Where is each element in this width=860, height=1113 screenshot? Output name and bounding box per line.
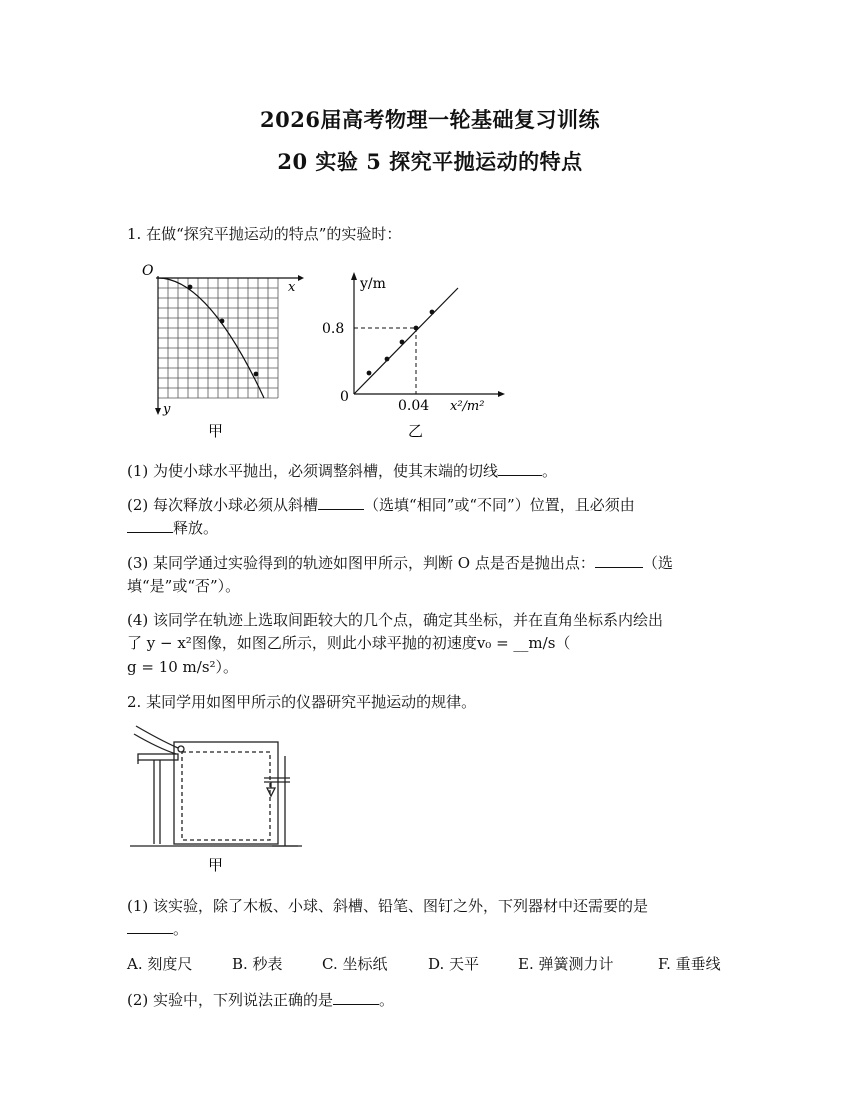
q1-part2-text-c: 释放。 xyxy=(173,519,219,537)
q2-part2-end: 。 xyxy=(379,991,395,1009)
y-axis-arrow xyxy=(351,272,357,280)
answer-blank[interactable] xyxy=(318,493,364,510)
y-axis-label: y xyxy=(163,402,171,417)
figure-caption: 甲 xyxy=(208,422,224,440)
x-tick-label: 0.04 xyxy=(398,398,430,414)
answer-blank[interactable] xyxy=(127,516,173,533)
data-point xyxy=(414,326,419,331)
option-b[interactable]: B. 秒表 xyxy=(232,955,283,973)
q2-part1-line2 xyxy=(127,917,737,941)
q2-part1-line1: (1) 该实验，除了木板、小球、斜槽、铅笔、图钉之外，下列器材中还需要的是 xyxy=(127,897,649,915)
origin-label: 0 xyxy=(340,389,349,405)
q1-part3-text-a: (3) 某同学通过实验得到的轨迹如图甲所示，判断 O 点是否是抛出点： xyxy=(127,554,595,572)
trajectory-point xyxy=(188,285,193,290)
q1-part4-line3: g = 10 m/s²）。 xyxy=(127,658,239,676)
data-point xyxy=(385,357,390,362)
data-point xyxy=(400,340,405,345)
q2-part2 xyxy=(127,988,737,1012)
trajectory-point xyxy=(220,319,225,324)
table-top xyxy=(138,754,178,760)
option-e[interactable]: E. 弹簧测力计 xyxy=(518,955,614,973)
y-axis-arrow xyxy=(155,408,161,415)
x-axis-label: x²/m² xyxy=(450,399,485,414)
origin-label: O xyxy=(142,263,154,279)
answer-blank[interactable] xyxy=(595,551,643,568)
y-axis-label: y/m xyxy=(360,276,386,292)
q1-part1-text: (1) 为使小球水平抛出，必须调整斜槽，使其末端的切线 xyxy=(127,462,499,480)
q1-part4-line1: (4) 该同学在轨迹上选取间距较大的几个点，确定其坐标，并在直角坐标系内绘出 xyxy=(127,611,664,629)
q2-part1-end: 。 xyxy=(173,920,189,938)
q1-part3-text-b: （选 xyxy=(642,554,673,572)
paper-outline xyxy=(182,752,270,840)
ball xyxy=(178,746,184,752)
document-title: 2026届高考物理一轮基础复习训练 xyxy=(260,107,600,132)
q2-figure-apparatus xyxy=(130,722,310,880)
q1-part1-end: 。 xyxy=(542,462,558,480)
figure-caption: 甲 xyxy=(208,856,224,874)
q1-part2-text-a: (2) 每次释放小球必须从斜槽 xyxy=(127,496,319,514)
y-tick-label: 0.8 xyxy=(322,321,345,337)
q1-figure-left xyxy=(138,258,308,443)
q1-part3-line2: 填“是”或“否”）。 xyxy=(127,577,241,595)
q1-part2-text-b: （选填“相同”或“不同”）位置，且必须由 xyxy=(364,496,635,514)
grid-lines xyxy=(158,278,278,398)
q1-part2-line2 xyxy=(127,516,737,540)
q2-options xyxy=(127,953,747,974)
x-axis-arrow xyxy=(498,391,505,397)
x-axis-label: x xyxy=(288,280,296,295)
q1-part1 xyxy=(127,459,737,483)
answer-blank[interactable] xyxy=(498,459,542,476)
document-subtitle: 20 实验 5 探究平抛运动的特点 xyxy=(277,149,583,174)
board xyxy=(174,742,278,844)
answer-blank[interactable] xyxy=(127,917,173,934)
option-a[interactable]: A. 刻度尺 xyxy=(127,955,193,973)
q2-part2-text: (2) 实验中，下列说法正确的是 xyxy=(127,991,334,1009)
x-axis-arrow xyxy=(298,275,304,281)
plumb-bob xyxy=(267,788,275,796)
option-c[interactable]: C. 坐标纸 xyxy=(322,955,388,973)
data-point xyxy=(367,371,372,376)
q2-stem: 2. 某同学用如图甲所示的仪器研究平抛运动的规律。 xyxy=(127,693,477,711)
q1-part4-line2: 了 y − x²图像，如图乙所示，则此小球平抛的初速度v₀ = __m/s（ xyxy=(127,634,571,652)
data-point xyxy=(430,310,435,315)
q1-figure-right xyxy=(318,268,508,443)
chute-upper xyxy=(136,726,178,748)
option-f[interactable]: F. 重垂线 xyxy=(658,955,721,973)
fit-line xyxy=(354,288,458,394)
answer-blank[interactable] xyxy=(333,988,379,1005)
q1-stem: 1. 在做“探究平抛运动的特点”的实验时： xyxy=(127,225,402,243)
option-d[interactable]: D. 天平 xyxy=(428,955,480,973)
q1-part2-line1 xyxy=(127,493,737,517)
q1-part3-line1 xyxy=(127,551,737,575)
trajectory-point xyxy=(254,372,259,377)
figure-caption: 乙 xyxy=(408,422,424,440)
